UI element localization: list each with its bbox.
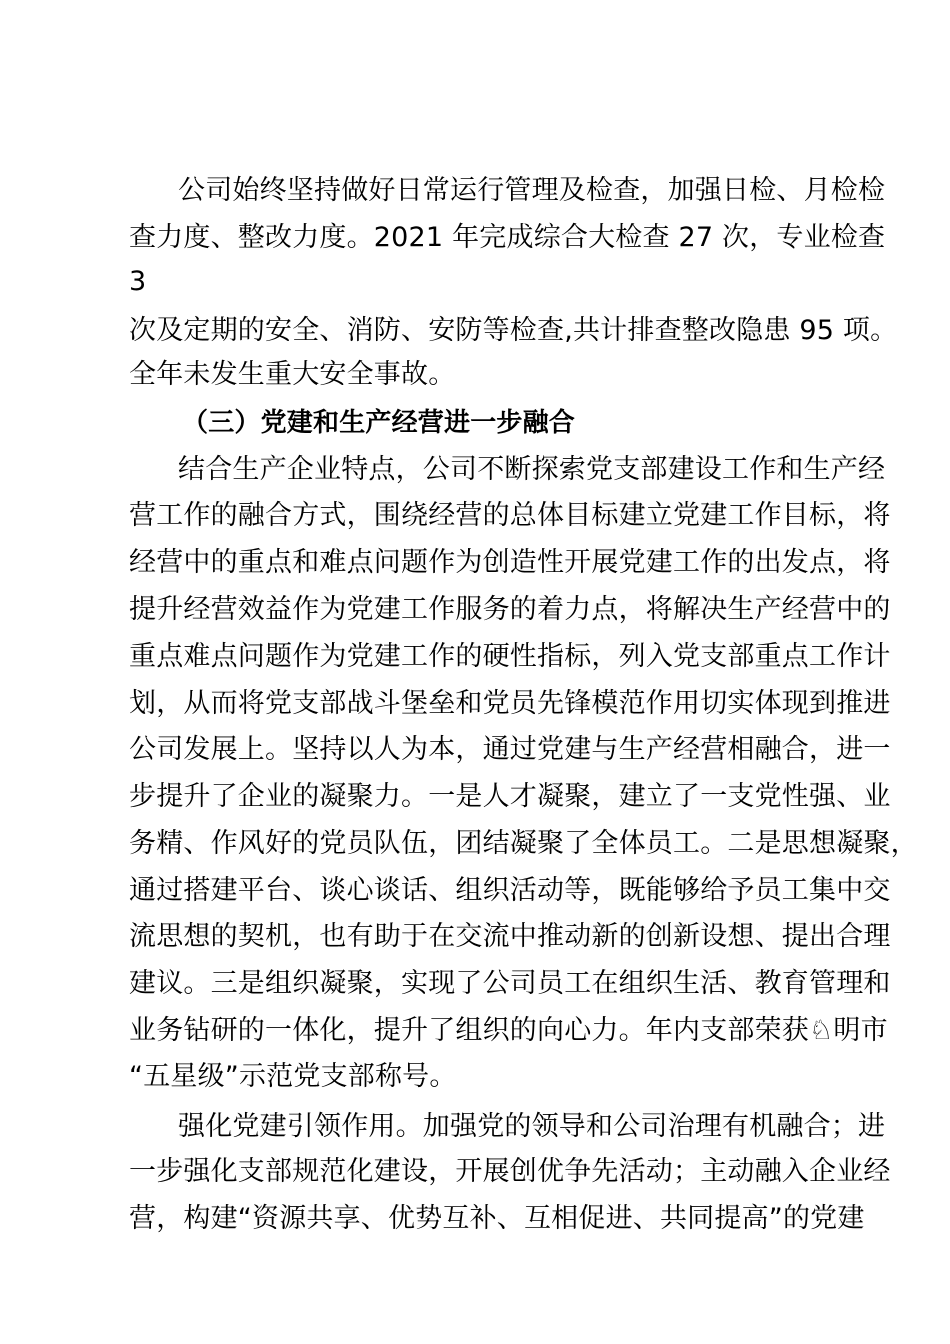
paragraph-line: 务精、作风好的党员队伍，团结凝聚了全体员工。二是思想凝聚， bbox=[129, 828, 918, 859]
paragraph-line: 流思想的契机，也有助于在交流中推动新的创新设想、提出合理 bbox=[129, 921, 891, 952]
paragraph-line: 营，构建“资源共享、优势互补、互相促进、共同提高”的党建 bbox=[129, 1203, 865, 1234]
paragraph-line: 营工作的融合方式，围绕经营的总体目标建立党建工作目标，将 bbox=[129, 500, 891, 531]
paragraph-line: 全年未发生重大安全事故。 bbox=[129, 359, 456, 390]
paragraph-line: 提升经营效益作为党建工作服务的着力点，将解决生产经营中的 bbox=[129, 594, 891, 625]
paragraph-line: 建议。三是组织凝聚，实现了公司员工在组织生活、教育管理和 bbox=[129, 968, 891, 999]
paragraph-line: 结合生产企业特点，公司不断探索党支部建设工作和生产经 bbox=[178, 454, 886, 485]
paragraph-line: 次及定期的安全、消防、安防等检查,共计排查整改隐患 95 项。 bbox=[129, 315, 898, 346]
paragraph-line: 公司发展上。坚持以人为本，通过党建与生产经营相融合，进一 bbox=[129, 734, 891, 765]
paragraph-line: 一步强化支部规范化建设，开展创优争先活动；主动融入企业经 bbox=[129, 1156, 891, 1187]
paragraph-line: “五星级”示范党支部称号。 bbox=[129, 1061, 457, 1092]
paragraph-line: 划，从而将党支部战斗堡垒和党员先锋模范作用切实体现到推进 bbox=[129, 688, 891, 719]
paragraph-line: 查力度、整改力度。2021 年完成综合大检查 27 次，专业检查 bbox=[129, 222, 886, 253]
paragraph-line: 业务钻研的一体化，提升了组织的向心力。年内支部荣获♘明市 bbox=[129, 1015, 888, 1046]
section-heading: （三）党建和生产经营进一步融合 bbox=[182, 408, 576, 438]
paragraph-line: 3 bbox=[129, 266, 147, 297]
paragraph-line: 经营中的重点和难点问题作为创造性开展党建工作的出发点，将 bbox=[129, 547, 891, 578]
paragraph-line: 强化党建引领作用。加强党的领导和公司治理有机融合；进 bbox=[178, 1111, 886, 1142]
paragraph-line: 通过搭建平台、谈心谈话、组织活动等，既能够给予员工集中交 bbox=[129, 875, 891, 906]
paragraph-line: 步提升了企业的凝聚力。一是人才凝聚，建立了一支党性强、业 bbox=[129, 781, 891, 812]
paragraph-line: 重点难点问题作为党建工作的硬性指标，列入党支部重点工作计 bbox=[129, 641, 891, 672]
paragraph-line: 公司始终坚持做好日常运行管理及检查，加强日检、月检检 bbox=[178, 175, 886, 206]
